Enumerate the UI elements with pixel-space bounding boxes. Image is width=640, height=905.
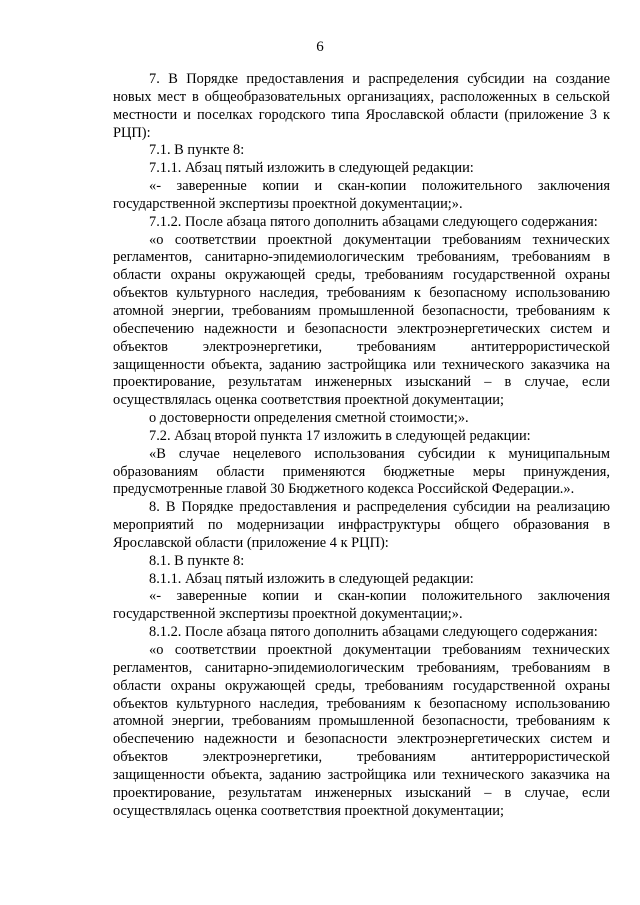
paragraph-quote-7-1-1: «- заверенные копии и скан-копии положительного заключения государственной экспертизы проектной документации;».	[113, 178, 610, 212]
paragraph-item-7-1-2: 7.1.2. После абзаца пятого дополнить абзацами следующего содержания:	[149, 213, 598, 230]
paragraph-item-8-1-1: 8.1.1. Абзац пятый изложить в следующей редакции:	[149, 570, 474, 587]
paragraph-quote-7-2: «В случае нецелевого использования субсидии к муниципальным образованиям области применяются бюджетные меры принуждения, предусмотренные главой 30 Бюджетного кодекса Российской Федерации.».	[113, 445, 610, 498]
page-number: 6	[316, 39, 324, 55]
paragraph-item-8-1: 8.1. В пункте 8:	[149, 552, 245, 569]
paragraph-quote-7-1-2-estimate: о достоверности определения сметной стоимости;».	[149, 410, 469, 427]
document-body	[113, 71, 610, 820]
paragraph-item-7-2: 7.2. Абзац второй пункта 17 изложить в следующей редакции:	[149, 427, 531, 444]
paragraph-item-7-1-1: 7.1.1. Абзац пятый изложить в следующей редакции:	[149, 160, 474, 177]
paragraph-quote-8-1-2-compliance: «о соответствии проектной документации требованиям технических регламентов, санитарно-эпидемиологическим требованиям, требованиям в области охраны окружающей среды, требованиям государственной охраны объектов культурного наследия, требованиям к безопасному использованию атомной энергии, требованиям промышленной безопасности, требованиям к обеспечению надежности и безопасности электроэнергетических систем и объектов электроэнергетики, требованиям антитеррористической защищенности объекта, заданию застройщика или технического заказчика на проектирование, результатам инженерных изысканий – в случае, если осуществлялась оценка соответствия проектной документации;	[113, 642, 610, 819]
paragraph-item-8-1-2: 8.1.2. После абзаца пятого дополнить абзацами следующего содержания:	[149, 624, 598, 641]
paragraph-item-8-intro: 8. В Порядке предоставления и распределения субсидии на реализацию мероприятий по модернизации инфраструктуры общего образования в Ярославской области (приложение 4 к РЦП):	[113, 499, 610, 551]
paragraph-quote-7-1-2-compliance: «о соответствии проектной документации требованиям технических регламентов, санитарно-эпидемиологическим требованиям, требованиям в области охраны окружающей среды, требованиям государственной охраны объектов культурного наследия, требованиям к безопасному использованию атомной энергии, требованиям промышленной безопасности, требованиям к обеспечению надежности и безопасности электроэнергетических систем и объектов электроэнергетики, требованиям антитеррористической защищенности объекта, заданию застройщика или технического заказчика на проектирование, результатам инженерных изысканий – в случае, если осуществлялась оценка соответствия проектной документации;	[113, 231, 610, 409]
paragraph-item-7-1: 7.1. В пункте 8:	[149, 142, 245, 159]
paragraph-quote-8-1-1: «- заверенные копии и скан-копии положительного заключения государственной экспертизы проектной документации;».	[113, 588, 610, 623]
paragraph-item-7-intro: 7. В Порядке предоставления и распределения субсидии на создание новых мест в общеобразовательных организациях, расположенных в сельской местности и поселках городского типа Ярославской области (приложение 3 к РЦП):	[113, 71, 610, 141]
